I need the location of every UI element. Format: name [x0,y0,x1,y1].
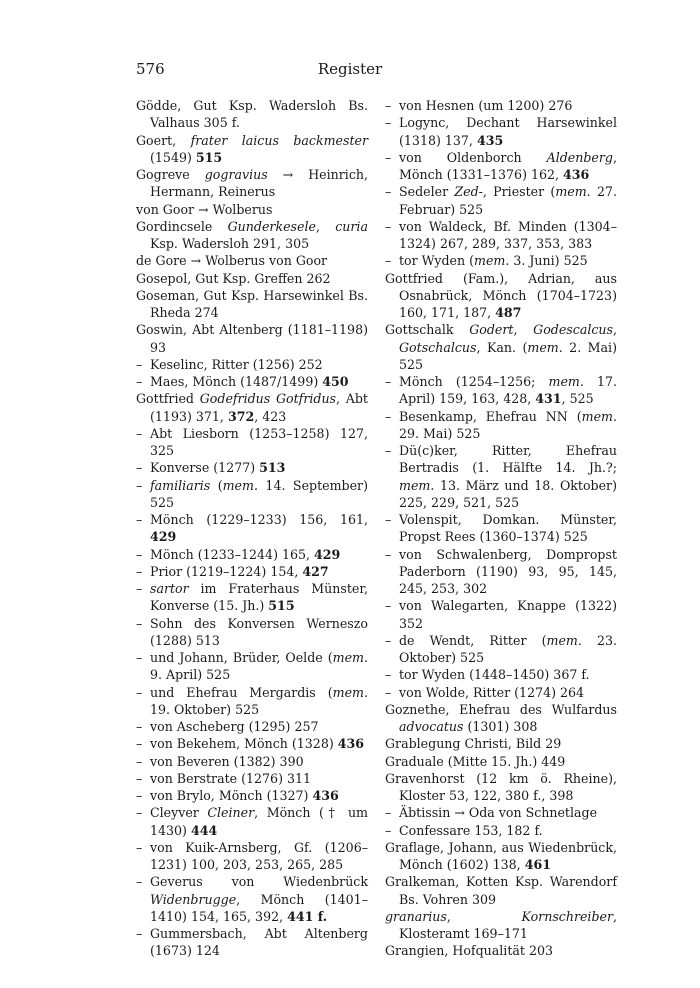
index-subentry [136,787,368,804]
subentry-dash: – [385,218,392,234]
italic-term: mem. [555,184,591,200]
entry-text: → Heinrich, Hermann, Reinerus [150,167,368,200]
index-subentry [136,546,368,563]
index-subentry [136,373,368,390]
entry-text: (1549) [150,149,196,165]
italic-term: Godefridus Gotfridus [199,391,337,407]
entry-text: ( [210,477,223,493]
index-subentry [385,97,617,114]
entry-text: Besenkamp, Ehefrau NN ( [399,408,582,424]
entry-text: von Goor → Wolberus [136,201,273,217]
italic-term: mem. [527,339,563,355]
index-subentry [136,563,368,580]
index-entry [385,942,617,959]
bold-page-ref: 487 [495,305,522,320]
entry-text: Mönch (1254–1256; [399,374,549,389]
italic-term: mem. [474,253,510,269]
index-entry [385,753,617,770]
italic-term: mem. [222,477,258,493]
index-entry [385,321,617,373]
index-subentry [385,632,617,667]
subentry-dash: – [385,374,392,389]
entry-text: von Kuik-Arnsberg, Gf. (1206–1231) 100, 203, 253, 265, 285 [150,839,368,872]
bold-page-ref: 429 [314,546,341,562]
entry-text: Goseman, Gut Ksp. Harsewinkel Bs. Rheda 274 [136,287,368,320]
entry-text: von Oldenborch [399,149,547,165]
index-column-right [385,97,617,960]
bold-page-ref: 441 f. [287,908,328,924]
index-subentry [385,442,617,511]
italic-term: mem. [332,684,368,700]
index-subentry [385,804,617,821]
subentry-dash: – [385,632,392,648]
index-subentry [136,770,368,787]
index-subentry [385,218,617,253]
index-subentry [385,597,617,632]
entry-text: (1301) 308 [463,719,538,734]
page-number: 576 [136,60,165,78]
entry-text: , 525 [561,391,594,407]
entry-text: Sohn des Konversen Werneszo (1288) 513 [150,615,368,648]
entry-text: im Fraterhaus Münster, Konverse (15. Jh.) [150,581,368,614]
entry-text: Grablegung Christi, Bild 29 [385,736,562,752]
index-entry [385,908,617,943]
entry-text: 14. September) 525 [150,477,368,510]
index-subentry [385,822,617,839]
index-subentry [136,753,368,770]
index-entry [385,873,617,908]
entry-text: von Hesnen (um 1200) 276 [399,98,573,113]
index-entry [136,97,368,132]
entry-text: und Ehefrau Mergardis ( [150,684,333,700]
index-subentry [136,839,368,874]
italic-term: advocatus [399,719,464,734]
subentry-dash: – [385,253,392,269]
index-subentry [385,114,617,149]
subentry-dash: – [136,563,143,579]
entry-text: Mönch (1229–1233) 156, 161, [150,512,368,527]
entry-text: Volenspit, Domkan. Münster, Propst Rees (1360–1374) 525 [399,512,617,545]
bold-page-ref: 429 [150,529,177,545]
subentry-dash: – [385,805,392,821]
entry-text: Keselinc, Ritter (1256) 252 [150,356,323,372]
index-subentry [385,684,617,701]
subentry-dash: – [136,615,143,631]
index-entry [385,735,617,752]
italic-term: Cleiner [207,805,255,821]
index-entry [385,839,617,874]
entry-text: , [513,322,534,338]
entry-text: 9. April) 525 [150,667,231,683]
subentry-dash: – [385,408,392,424]
entry-text: Dü(c)ker, Ritter, Ehefrau Bertradis (1. Hälfte 14. Jh.?; [399,443,617,476]
entry-text: 29. Mai) 525 [399,425,481,441]
bold-page-ref: 450 [322,374,349,389]
entry-text: von Brylo, Mönch (1327) [150,788,313,803]
entry-text: , Mönch (1401–1410) 154, 165, 392, [150,891,368,924]
entry-text: 19. Oktober) 525 [150,701,260,717]
entry-text: de Gore → Wolberus von Goor [136,253,328,269]
index-subentry [136,580,368,615]
entry-text: Gödde, Gut Ksp. Wadersloh Bs. Valhaus 305 f. [136,98,368,131]
entry-text: Cleyver [150,805,208,821]
index-subentry [385,408,617,443]
index-entry [385,270,617,322]
bold-page-ref: 436 [337,736,365,752]
entry-text: , Klosteramt 169–171 [399,908,617,941]
index-column-left [136,97,368,960]
italic-term: Godert [469,322,514,338]
entry-text: Mönch (1233–1244) 165, [150,546,315,562]
entry-text: Konverse (1277) [150,460,260,476]
entry-text: Goswin, Abt Altenberg (1181–1198) 93 [136,322,368,355]
bold-page-ref: 513 [259,460,286,476]
entry-text: 3. Juni) 525 [509,253,588,269]
entry-text: Gordincsele [136,218,228,234]
index-subentry [385,373,617,408]
index-subentry [136,649,368,684]
subentry-dash: – [385,512,392,527]
italic-term: familiaris [150,477,211,493]
index-subentry [136,873,368,925]
bold-page-ref: 436 [563,167,590,182]
italic-term: Gunderkesele [227,218,316,234]
index-entry [136,287,368,322]
italic-term: frater laicus backmester [190,132,368,148]
entry-text: von Berstrate (1276) 311 [150,770,312,786]
entry-text: 23. Oktober) 525 [399,632,617,665]
subentry-dash: – [136,581,143,596]
entry-text: Gottfried (Fam.), Adrian, aus Osnabrück, Mönch (1704–1723) 160, 171, 187, [385,270,617,320]
subentry-dash: – [136,753,143,769]
entry-text: , [315,218,336,234]
index-subentry [136,804,368,839]
index-entry [385,701,617,736]
bold-page-ref: 431 [535,391,562,407]
subentry-dash: – [136,546,143,562]
subentry-dash: – [136,736,143,752]
entry-text: 13. März und 18. Oktober) 225, 229, 521, 525 [399,477,617,510]
entry-text: von Waldeck, Bf. Minden (1304–1324) 267, 289, 337, 353, 383 [399,218,617,251]
subentry-dash: – [136,356,143,372]
subentry-dash: – [136,477,143,493]
entry-text: Abt Liesborn (1253–1258) 127, 325 [150,425,368,458]
index-subentry [136,425,368,460]
entry-text: Grangien, Hofqualität 203 [385,943,553,959]
index-entry [136,132,368,167]
entry-text: von Ascheberg (1295) 257 [150,719,319,734]
index-subentry [136,511,368,546]
index-subentry [136,735,368,752]
italic-term: Aldenberg [546,149,613,165]
index-entry [136,218,368,253]
entry-text: Maes, Mönch (1487/1499) [150,374,323,389]
index-entry [136,166,368,201]
entry-text: Sedeler [399,184,455,200]
entry-text: von Bekehem, Mönch (1328) [150,736,338,752]
subentry-dash: – [136,805,143,821]
italic-term: sartor [150,581,189,596]
subentry-dash: – [385,684,392,700]
italic-term: mem. [548,374,584,389]
index-entry [385,770,617,805]
subentry-dash: – [136,425,143,441]
entry-text: tor Wyden ( [399,253,474,269]
index-subentry [136,925,368,960]
entry-text: , Abt (1193) 371, [150,391,368,424]
entry-text: Gottfried [136,391,200,407]
entry-text: Goert, [136,132,191,148]
entry-text: 27. Februar) 525 [399,184,617,217]
entry-text: , [612,322,617,338]
entry-text: von Wolde, Ritter (1274) 264 [399,684,585,700]
entry-text: Äbtissin → Oda von Schnetlage [399,805,598,821]
entry-text: 2. Mai) 525 [399,339,617,372]
entry-text: von Walegarten, Knappe (1322) 352 [399,598,617,631]
italic-term: Zed- [454,184,483,200]
index-entry [136,252,368,269]
entry-text: Geverus von Wiedenbrück [150,874,368,890]
entry-text: Gralkeman, Kotten Ksp. Warendorf Bs. Vohren 309 [385,874,617,907]
subentry-dash: – [136,839,143,855]
subentry-dash: – [385,98,392,113]
entry-text: , Mönch (1331–1376) 162, [399,149,617,182]
entry-text: Confessare 153, 182 f. [399,822,543,838]
italic-term: mem. [399,477,435,493]
subentry-dash: – [136,874,143,890]
bold-page-ref: 435 [476,132,504,148]
subentry-dash: – [385,149,392,165]
italic-term: granarius [385,908,447,924]
index-subentry [136,356,368,373]
subentry-dash: – [385,115,392,131]
bold-page-ref: 372 [227,408,255,424]
subentry-dash: – [385,598,392,614]
bold-page-ref: 461 [524,857,551,872]
subentry-dash: – [385,184,392,200]
subentry-dash: – [136,926,143,941]
running-head: Register [317,60,383,78]
subentry-dash: – [385,546,392,562]
subentry-dash: – [136,374,143,389]
index-subentry [385,511,617,546]
index-subentry [385,546,617,598]
index-subentry [385,252,617,269]
entry-text: Logync, Dechant Harsewinkel (1318) 137, [399,115,617,148]
index-subentry [136,477,368,512]
index-entry [136,270,368,287]
entry-text: von Schwalenberg, Dompropst Paderborn (1190) 93, 95, 145, 245, 253, 302 [399,546,617,596]
entry-text: Goznethe, Ehefrau des Wulfardus [385,701,617,717]
entry-text: , [446,908,522,924]
entry-text: Graflage, Johann, aus Wiedenbrück, Mönch (1602) 138, [385,839,617,872]
entry-text: Ksp. Wadersloh 291, 305 [150,236,310,251]
entry-text: von Beveren (1382) 390 [150,753,304,769]
index-subentry [136,684,368,719]
italic-term: mem. [581,408,617,424]
subentry-dash: – [136,788,143,803]
entry-text: 17. April) 159, 163, 428, [399,374,617,407]
entry-text: Prior (1219–1224) 154, [150,563,303,579]
bold-page-ref: 427 [302,563,329,579]
entry-text: , 423 [254,408,287,424]
italic-term: gogravius [204,167,268,182]
bold-page-ref: 515 [195,149,223,165]
subentry-dash: – [136,512,143,527]
entry-text: tor Wyden (1448–1450) 367 f. [399,667,590,683]
index-entry [136,321,368,356]
entry-text: Gravenhorst (12 km ö. Rheine), Kloster 53, 122, 380 f., 398 [385,770,617,803]
index-subentry [385,183,617,218]
entry-text: , Mönch († um 1430) [150,805,368,838]
index-entry [136,390,368,425]
subentry-dash: – [136,460,143,476]
bold-page-ref: 444 [190,822,218,838]
entry-text: Gottschalk [385,322,470,338]
subentry-dash: – [385,443,392,458]
subentry-dash: – [136,650,143,665]
entry-text: Gogreve [136,167,205,182]
bold-page-ref: 515 [268,598,295,614]
entry-text: Graduale (Mitte 15. Jh.) 449 [385,753,566,769]
italic-term: mem. [546,632,582,648]
index-subentry [385,149,617,184]
entry-text: , Kan. ( [476,339,528,355]
subentry-dash: – [136,770,143,786]
entry-text: und Johann, Brüder, Oelde ( [150,650,333,665]
index-subentry [136,459,368,476]
index-subentry [136,615,368,650]
entry-text: de Wendt, Ritter ( [399,632,547,648]
index-subentry [136,718,368,735]
index-entry [136,201,368,218]
bold-page-ref: 436 [312,788,339,803]
subentry-dash: – [136,684,143,700]
italic-term: curia [335,218,368,234]
italic-term: Widenbrugge [150,891,237,907]
subentry-dash: – [385,822,392,838]
entry-text: Gummersbach, Abt Altenberg (1673) 124 [150,926,368,959]
italic-term: Godescalcus [533,322,613,338]
italic-term: Gotschalcus [399,339,477,355]
italic-term: Kornschreiber [521,908,613,924]
entry-text: Gosepol, Gut Ksp. Greffen 262 [136,270,331,286]
italic-term: mem. [332,650,368,665]
index-subentry [385,666,617,683]
subentry-dash: – [136,719,143,734]
entry-text: , Priester ( [482,184,556,200]
subentry-dash: – [385,667,392,683]
